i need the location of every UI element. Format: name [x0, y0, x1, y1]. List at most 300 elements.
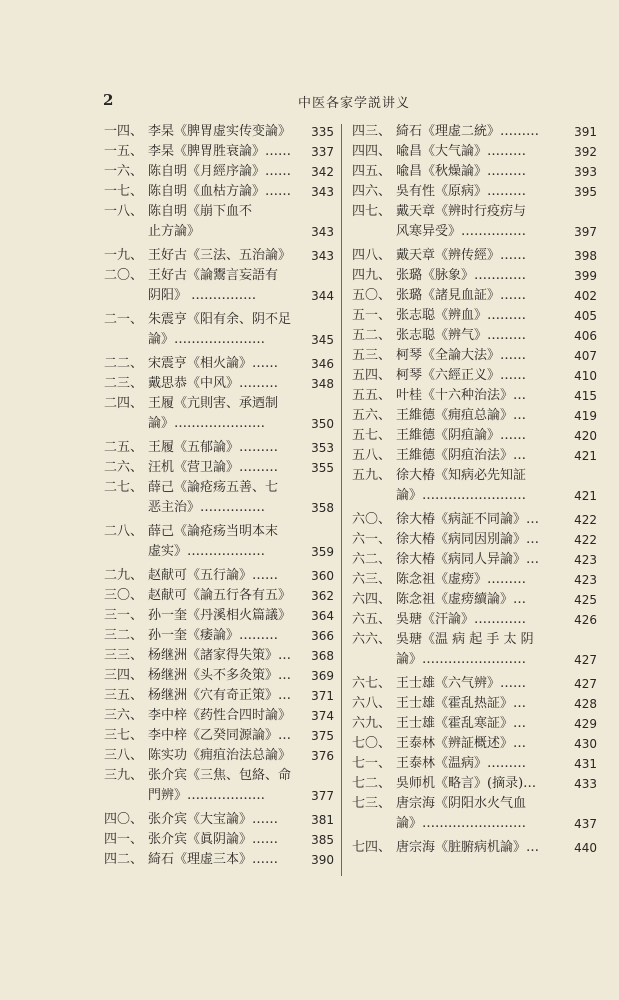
- entry-title: 論》…………………: [148, 332, 266, 347]
- toc-entry-line: [104, 478, 334, 498]
- entry-page-number: 423: [574, 553, 597, 567]
- entry-number: 三〇、: [104, 588, 144, 603]
- toc-entry: [104, 394, 334, 434]
- entry-title: 陈自明《月經序論》……: [148, 164, 292, 179]
- toc-entry-line: [352, 794, 597, 814]
- entry-page-number: 430: [574, 737, 597, 751]
- toc-entry: [352, 142, 597, 162]
- entry-title: 赵献可《五行論》……: [148, 568, 279, 583]
- entry-number: 一六、: [104, 164, 144, 179]
- entry-number: 四〇、: [104, 812, 144, 827]
- toc-entry: [352, 266, 597, 286]
- entry-number: 二六、: [104, 460, 144, 475]
- entry-page-number: 345: [311, 333, 334, 347]
- toc-entry-line: [352, 222, 597, 242]
- entry-title: 张介宾《三焦、包絡、命: [148, 768, 292, 783]
- entry-page-number: 427: [574, 653, 597, 667]
- toc-entry-line: [104, 666, 334, 686]
- entry-number: 二二、: [104, 356, 144, 371]
- entry-page-number: 371: [311, 689, 334, 703]
- entry-page-number: 406: [574, 329, 597, 343]
- entry-number: 三七、: [104, 728, 144, 743]
- toc-entry-line: [352, 306, 597, 326]
- entry-number: 六四、: [352, 592, 392, 607]
- entry-title: 虚实》………………: [148, 544, 266, 559]
- toc-entry: [352, 326, 597, 346]
- toc-entry: [352, 466, 597, 506]
- entry-title: 汪机《营卫論》………: [148, 460, 279, 475]
- toc-entry-line: [352, 630, 597, 650]
- toc-entry-line: [352, 446, 597, 466]
- toc-entry-line: [352, 814, 597, 834]
- toc-entry: [352, 610, 597, 630]
- entry-number: 六八、: [352, 696, 392, 711]
- entry-number: 三九、: [104, 768, 144, 783]
- entry-number: 四九、: [352, 268, 392, 283]
- entry-number: 五五、: [352, 388, 392, 403]
- entry-number: 二八、: [104, 524, 144, 539]
- entry-page-number: 366: [311, 629, 334, 643]
- entry-page-number: 362: [311, 589, 334, 603]
- toc-entry-line: [352, 838, 597, 858]
- toc-entry-line: [104, 266, 334, 286]
- toc-entry-line: [352, 366, 597, 386]
- entry-title: 喩昌《大气論》………: [396, 144, 527, 159]
- entry-number: 四五、: [352, 164, 392, 179]
- toc-entry: [104, 606, 334, 626]
- entry-page-number: 398: [574, 249, 597, 263]
- entry-title: 薛己《論疮疡当明本末: [148, 524, 279, 539]
- entry-number: 六九、: [352, 716, 392, 731]
- entry-page-number: 360: [311, 569, 334, 583]
- toc-entry: [104, 686, 334, 706]
- toc-entry-line: [352, 182, 597, 202]
- toc-entry-line: [104, 830, 334, 850]
- toc-entry-line: [104, 706, 334, 726]
- toc-entry-line: [352, 774, 597, 794]
- entry-page-number: 377: [311, 789, 334, 803]
- entry-page-number: 431: [574, 757, 597, 771]
- entry-page-number: 353: [311, 441, 334, 455]
- entry-number: 三四、: [104, 668, 144, 683]
- toc-entry-line: [104, 810, 334, 830]
- entry-number: 六七、: [352, 676, 392, 691]
- toc-entry: [352, 182, 597, 202]
- entry-title: 王士雄《霍乱热証》…: [396, 696, 527, 711]
- toc-entry: [352, 774, 597, 794]
- toc-entry-line: [104, 182, 334, 202]
- entry-title: 唐宗海《脏腑病机論》…: [396, 840, 540, 855]
- entry-page-number: 343: [311, 249, 334, 263]
- toc-entry: [104, 522, 334, 562]
- toc-entry-line: [104, 310, 334, 330]
- toc-entry-line: [104, 414, 334, 434]
- toc-entry-line: [104, 850, 334, 870]
- toc-entry: [352, 794, 597, 834]
- entry-number: 四六、: [352, 184, 392, 199]
- toc-entry-line: [104, 786, 334, 806]
- toc-entry: [352, 630, 597, 670]
- toc-entry: [104, 266, 334, 306]
- entry-page-number: 425: [574, 593, 597, 607]
- entry-number: 五七、: [352, 428, 392, 443]
- entry-page-number: 393: [574, 165, 597, 179]
- toc-entry-line: [104, 142, 334, 162]
- toc-entry-line: [104, 542, 334, 562]
- toc-entry-line: [352, 246, 597, 266]
- entry-number: 七〇、: [352, 736, 392, 751]
- toc-entry-line: [352, 266, 597, 286]
- entry-title: 吳瑭《温 病 起 手 太 阴: [396, 632, 534, 647]
- toc-entry: [104, 458, 334, 478]
- entry-title: 王履《五郁論》………: [148, 440, 279, 455]
- entry-title: 杨继洲《穴有奇正策》…: [148, 688, 292, 703]
- entry-title: 吳有性《原病》………: [396, 184, 527, 199]
- toc-entry-line: [104, 202, 334, 222]
- column-divider: [341, 124, 342, 876]
- entry-title: 陈自明《崩下血不: [148, 204, 253, 219]
- toc-entry: [352, 122, 597, 142]
- entry-page-number: 343: [311, 225, 334, 239]
- toc-entry-line: [104, 438, 334, 458]
- entry-number: 四七、: [352, 204, 392, 219]
- toc-entry-line: [352, 754, 597, 774]
- entry-title: 論》……………………: [396, 652, 527, 667]
- entry-title: 宋震亨《相火論》……: [148, 356, 279, 371]
- toc-entry-line: [104, 330, 334, 350]
- entry-page-number: 390: [311, 853, 334, 867]
- toc-entry-line: [352, 346, 597, 366]
- entry-page-number: 421: [574, 449, 597, 463]
- entry-page-number: 395: [574, 185, 597, 199]
- entry-title: 张志聪《辨血》………: [396, 308, 527, 323]
- entry-title: 徐大椿《知病必先知証: [396, 468, 527, 483]
- entry-title: 王士雄《六气辨》……: [396, 676, 527, 691]
- entry-number: 四二、: [104, 852, 144, 867]
- toc-entry: [104, 438, 334, 458]
- toc-entry-line: [352, 426, 597, 446]
- toc-entry: [352, 426, 597, 446]
- entry-number: 一八、: [104, 204, 144, 219]
- entry-title: 徐大椿《病証不同論》…: [396, 512, 540, 527]
- entry-title: 吳师机《略言》(摘录)…: [396, 776, 537, 791]
- entry-page-number: 335: [311, 125, 334, 139]
- entry-number: 六二、: [352, 552, 392, 567]
- entry-number: 三六、: [104, 708, 144, 723]
- entry-title: 阴阳》 ……………: [148, 288, 257, 303]
- entry-page-number: 423: [574, 573, 597, 587]
- entry-page-number: 342: [311, 165, 334, 179]
- toc-entry: [352, 530, 597, 550]
- toc-entry-line: [352, 590, 597, 610]
- toc-entry: [104, 850, 334, 870]
- entry-page-number: 397: [574, 225, 597, 239]
- entry-page-number: 402: [574, 289, 597, 303]
- entry-number: 四三、: [352, 124, 392, 139]
- entry-title: 論》……………………: [396, 488, 527, 503]
- toc-entry: [352, 286, 597, 306]
- toc-entry-line: [104, 394, 334, 414]
- entry-title: 王泰林《辨証概述》…: [396, 736, 527, 751]
- toc-entry: [352, 570, 597, 590]
- toc-entry-line: [352, 610, 597, 630]
- entry-page-number: 407: [574, 349, 597, 363]
- entry-page-number: 374: [311, 709, 334, 723]
- toc-entry: [352, 694, 597, 714]
- entry-title: 止方論》: [148, 224, 201, 239]
- entry-number: 二一、: [104, 312, 144, 327]
- toc-entry: [352, 366, 597, 386]
- entry-number: 二五、: [104, 440, 144, 455]
- entry-title: 王好古《論鬻言妄語有: [148, 268, 279, 283]
- entry-title: 孙一奎《丹溪相火篇議》: [148, 608, 292, 623]
- toc-entry-line: [104, 746, 334, 766]
- entry-number: 七四、: [352, 840, 392, 855]
- entry-number: 一九、: [104, 248, 144, 263]
- entry-title: 論》……………………: [396, 816, 527, 831]
- toc-entry-line: [352, 406, 597, 426]
- toc-entry-line: [352, 466, 597, 486]
- entry-title: 王泰林《温病》………: [396, 756, 527, 771]
- entry-number: 五〇、: [352, 288, 392, 303]
- toc-entry-line: [352, 122, 597, 142]
- entry-title: 风寒异受》……………: [396, 224, 527, 239]
- entry-title: 张志聪《辨气》………: [396, 328, 527, 343]
- entry-number: 六六、: [352, 632, 392, 647]
- toc-entry: [104, 830, 334, 850]
- entry-title: 张璐《諸見血証》……: [396, 288, 527, 303]
- entry-title: 柯琴《六經正义》……: [396, 368, 527, 383]
- toc-entry: [352, 838, 597, 858]
- toc-entry: [104, 310, 334, 350]
- entry-title: 吳瑭《汗論》…………: [396, 612, 527, 627]
- toc-entry-line: [104, 606, 334, 626]
- entry-page-number: 437: [574, 817, 597, 831]
- entry-title: 王履《亢則害、承迺制: [148, 396, 279, 411]
- entry-number: 三八、: [104, 748, 144, 763]
- entry-title: 杨继洲《头不多灸策》…: [148, 668, 292, 683]
- toc-entry: [352, 246, 597, 266]
- entry-page-number: 364: [311, 609, 334, 623]
- toc-entry: [104, 766, 334, 806]
- entry-title: 陈念祖《虚痨》………: [396, 572, 527, 587]
- entry-page-number: 343: [311, 185, 334, 199]
- entry-title: 戴天章《辨传經》……: [396, 248, 527, 263]
- toc-entry: [104, 162, 334, 182]
- entry-page-number: 405: [574, 309, 597, 323]
- entry-page-number: 369: [311, 669, 334, 683]
- entry-number: 四四、: [352, 144, 392, 159]
- entry-number: 六五、: [352, 612, 392, 627]
- entry-page-number: 337: [311, 145, 334, 159]
- entry-number: 五八、: [352, 448, 392, 463]
- entry-number: 二四、: [104, 396, 144, 411]
- entry-number: 三一、: [104, 608, 144, 623]
- toc-entry: [352, 754, 597, 774]
- toc-entry-line: [104, 222, 334, 242]
- toc-entry-line: [104, 498, 334, 518]
- page-number: 2: [103, 91, 114, 109]
- toc-entry: [104, 182, 334, 202]
- entry-number: 一五、: [104, 144, 144, 159]
- entry-page-number: 358: [311, 501, 334, 515]
- toc-entry: [104, 122, 334, 142]
- toc-entry-line: [104, 766, 334, 786]
- entry-number: 七二、: [352, 776, 392, 791]
- toc-entry: [104, 142, 334, 162]
- entry-title: 叶桂《十六种治法》…: [396, 388, 527, 403]
- entry-title: 李杲《脾胃胜衰論》……: [148, 144, 292, 159]
- toc-entry: [352, 406, 597, 426]
- toc-entry-line: [352, 694, 597, 714]
- entry-page-number: 433: [574, 777, 597, 791]
- entry-title: 王士雄《霍乱寒証》…: [396, 716, 527, 731]
- toc-entry-line: [352, 650, 597, 670]
- toc-entry: [352, 734, 597, 754]
- toc-entry: [352, 550, 597, 570]
- entry-page-number: 385: [311, 833, 334, 847]
- entry-page-number: 348: [311, 377, 334, 391]
- entry-page-number: 410: [574, 369, 597, 383]
- entry-title: 徐大椿《病同因別論》…: [396, 532, 540, 547]
- entry-page-number: 368: [311, 649, 334, 663]
- entry-title: 陈实功《痈疽治法总論》: [148, 748, 292, 763]
- entry-title: 綺石《理虚二統》………: [396, 124, 540, 139]
- toc-entry-line: [352, 714, 597, 734]
- toc-entry-line: [104, 354, 334, 374]
- entry-title: 唐宗海《阴阳水火气血: [396, 796, 527, 811]
- toc-entry-line: [352, 162, 597, 182]
- entry-title: 喩昌《秋燥論》………: [396, 164, 527, 179]
- entry-number: 四一、: [104, 832, 144, 847]
- toc-entry-line: [104, 246, 334, 266]
- toc-entry: [352, 202, 597, 242]
- toc-entry-line: [104, 286, 334, 306]
- entry-number: 五六、: [352, 408, 392, 423]
- toc-entry: [352, 386, 597, 406]
- entry-number: 七三、: [352, 796, 392, 811]
- entry-page-number: 399: [574, 269, 597, 283]
- entry-title: 戴天章《辨时行疫疠与: [396, 204, 527, 219]
- toc-entry: [104, 746, 334, 766]
- toc-entry: [104, 374, 334, 394]
- entry-page-number: 350: [311, 417, 334, 431]
- toc-entry-line: [352, 550, 597, 570]
- entry-title: 王維德《阴疽論》……: [396, 428, 527, 443]
- entry-title: 孙一奎《痿論》………: [148, 628, 279, 643]
- toc-entry-line: [104, 522, 334, 542]
- toc-entry-line: [352, 674, 597, 694]
- entry-number: 五二、: [352, 328, 392, 343]
- toc-entry-line: [104, 374, 334, 394]
- entry-title: 柯琴《全論大法》……: [396, 348, 527, 363]
- entry-title: 李中梓《乙癸同源論》…: [148, 728, 292, 743]
- entry-number: 四八、: [352, 248, 392, 263]
- entry-title: 恶主治》……………: [148, 500, 266, 515]
- toc-entry: [104, 706, 334, 726]
- entry-number: 一七、: [104, 184, 144, 199]
- entry-title: 王維德《阴疽治法》…: [396, 448, 527, 463]
- entry-page-number: 426: [574, 613, 597, 627]
- entry-page-number: 346: [311, 357, 334, 371]
- toc-entry-line: [104, 646, 334, 666]
- toc-right-column: [352, 122, 597, 858]
- entry-title: 王維德《痈疽总論》…: [396, 408, 527, 423]
- toc-entry: [104, 246, 334, 266]
- entry-page-number: 381: [311, 813, 334, 827]
- toc-entry-line: [352, 202, 597, 222]
- toc-entry-line: [104, 458, 334, 478]
- entry-title: 张介宾《眞阴論》……: [148, 832, 279, 847]
- entry-number: 五四、: [352, 368, 392, 383]
- entry-page-number: 419: [574, 409, 597, 423]
- toc-entry-line: [352, 734, 597, 754]
- toc-entry: [104, 202, 334, 242]
- entry-number: 七一、: [352, 756, 392, 771]
- entry-title: 綺石《理虚三本》……: [148, 852, 279, 867]
- entry-page-number: 376: [311, 749, 334, 763]
- entry-number: 五一、: [352, 308, 392, 323]
- entry-title: 杨继洲《諸家得失策》…: [148, 648, 292, 663]
- entry-page-number: 421: [574, 489, 597, 503]
- entry-title: 陈自明《血枯方論》……: [148, 184, 292, 199]
- entry-number: 三三、: [104, 648, 144, 663]
- entry-page-number: 391: [574, 125, 597, 139]
- toc-entry: [352, 674, 597, 694]
- toc-entry-line: [104, 122, 334, 142]
- entry-number: 三五、: [104, 688, 144, 703]
- entry-title: 赵献可《論五行各有五》: [148, 588, 292, 603]
- entry-page-number: 415: [574, 389, 597, 403]
- toc-entry-line: [104, 726, 334, 746]
- entry-title: 李杲《脾胃虚实传变論》: [148, 124, 292, 139]
- entry-number: 六三、: [352, 572, 392, 587]
- toc-entry: [352, 590, 597, 610]
- toc-entry: [104, 354, 334, 374]
- toc-entry: [104, 810, 334, 830]
- entry-title: 张介宾《大宝論》……: [148, 812, 279, 827]
- toc-entry: [104, 478, 334, 518]
- entry-page-number: 440: [574, 841, 597, 855]
- entry-page-number: 427: [574, 677, 597, 691]
- entry-number: 六〇、: [352, 512, 392, 527]
- toc-left-column: [104, 122, 334, 870]
- toc-entry: [104, 626, 334, 646]
- toc-entry-line: [352, 286, 597, 306]
- toc-entry-line: [104, 686, 334, 706]
- entry-page-number: 422: [574, 513, 597, 527]
- toc-entry-line: [104, 566, 334, 586]
- toc-entry-line: [352, 570, 597, 590]
- toc-entry: [352, 510, 597, 530]
- toc-entry-line: [352, 326, 597, 346]
- entry-number: 六一、: [352, 532, 392, 547]
- entry-number: 五九、: [352, 468, 392, 483]
- entry-number: 五三、: [352, 348, 392, 363]
- entry-title: 李中梓《药性合四时論》: [148, 708, 292, 723]
- toc-entry: [352, 162, 597, 182]
- entry-title: 薛己《論疮疡五善、七: [148, 480, 279, 495]
- toc-entry-line: [352, 486, 597, 506]
- toc-entry-line: [352, 142, 597, 162]
- entry-page-number: 428: [574, 697, 597, 711]
- toc-entry: [104, 726, 334, 746]
- entry-number: 二七、: [104, 480, 144, 495]
- entry-page-number: 429: [574, 717, 597, 731]
- toc-entry: [104, 646, 334, 666]
- entry-title: 朱震亨《阳有余、阴不足: [148, 312, 292, 327]
- entry-number: 三二、: [104, 628, 144, 643]
